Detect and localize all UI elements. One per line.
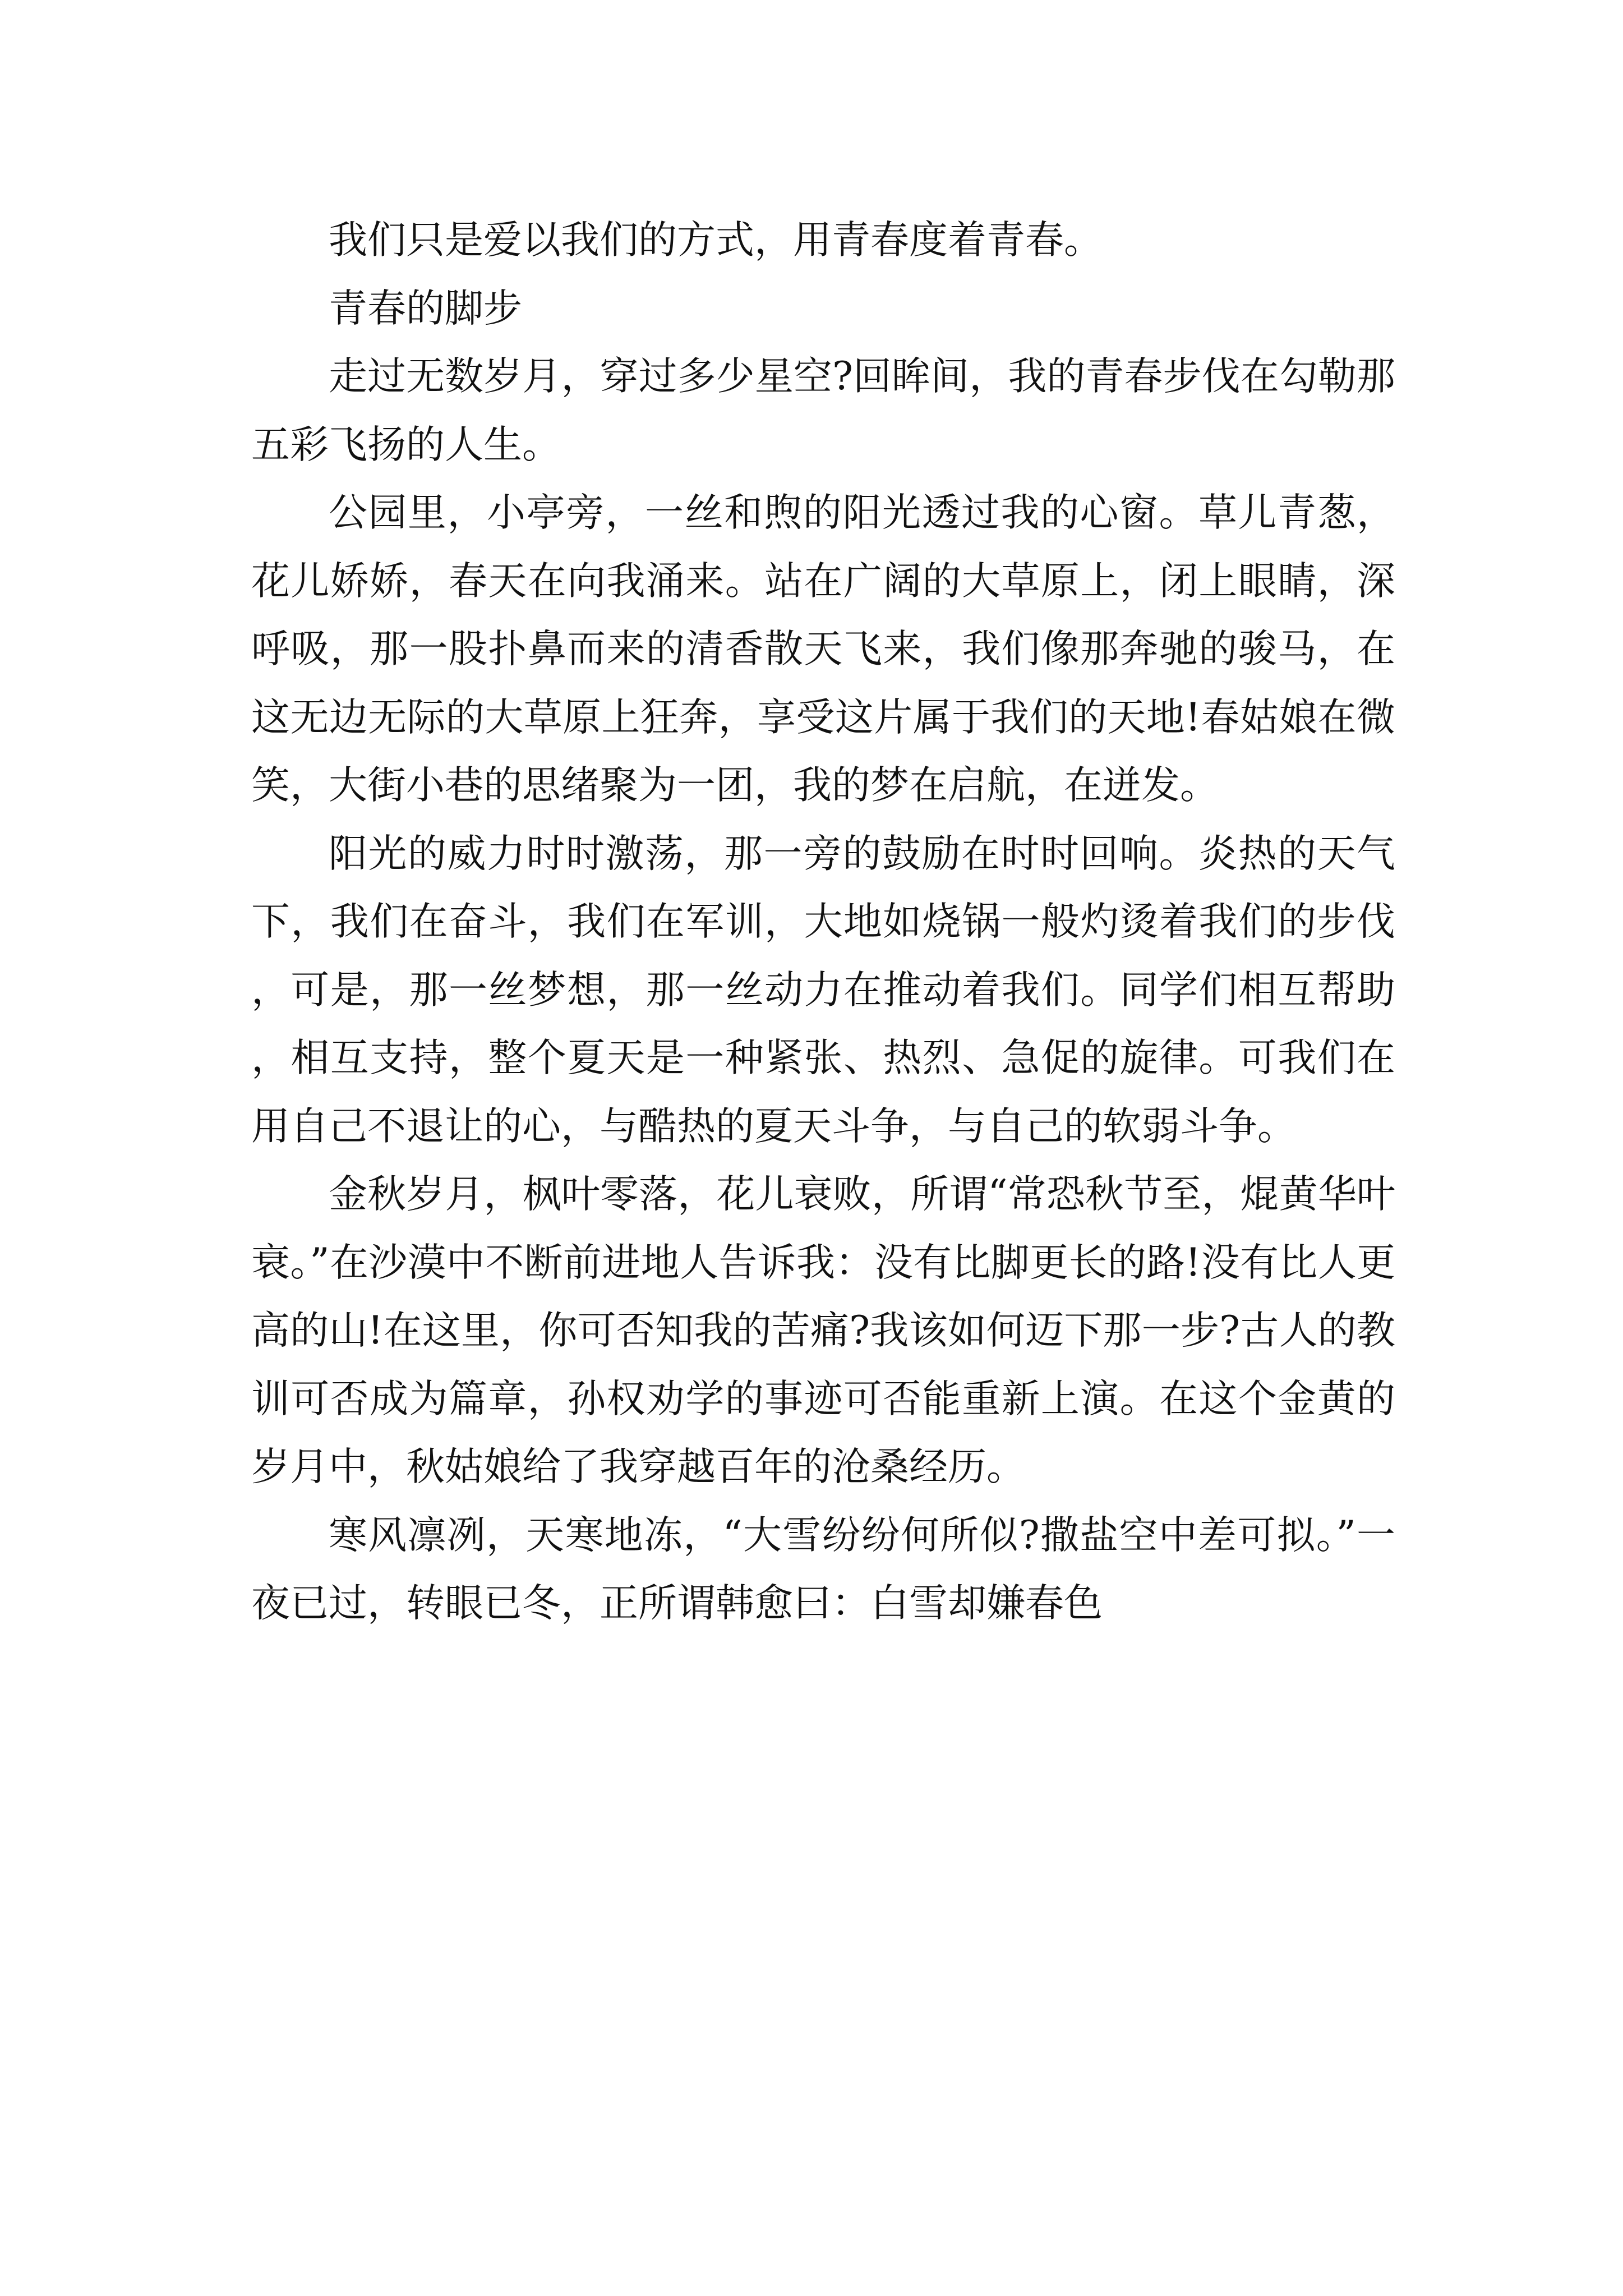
paragraph-3: 公园里，小亭旁，一丝和煦的阳光透过我的心窗。草儿青葱，花儿娇娇，春天在向我涌来。站在广阔的大草原上，闭上眼睛，深呼吸，那一股扑鼻而来的清香散天飞来，我们像那奔驰的骏马，在这无边无际的大草原上狂奔，享受这片属于我们的天地!春姑娘在微笑，大街小巷的思绪聚为一团，我的梦在启航，在迸发。 bbox=[251, 490, 1395, 808]
paragraph-4: 阳光的威力时时激荡，那一旁的鼓励在时时回响。炎热的天气下，我们在奋斗，我们在军训，大地如烧锅一般灼烫着我们的步伐，可是，那一丝梦想，那一丝动力在推动着我们。同学们相互帮助，相互支持，整个夏天是一种紧张、热烈、急促的旋律。可我们在用自己不退让的心，与酷热的夏天斗争，与自己的软弱斗争。 bbox=[251, 831, 1395, 1149]
paragraph-2: 走过无数岁月，穿过多少星空?回眸间，我的青春步伐在勾勒那五彩飞扬的人生。 bbox=[251, 354, 1395, 467]
paragraph-1: 我们只是爱以我们的方式，用青春度着青春。 bbox=[329, 218, 1103, 263]
paragraph-6: 寒风凛冽，天寒地冻，“大雪纷纷何所似?撒盐空中差可拟。”一夜已过，转眼已冬，正所谓韩愈曰：白雪却嫌春色 bbox=[251, 1512, 1395, 1626]
paragraph-5: 金秋岁月，枫叶零落，花儿衰败，所谓“常恐秋节至，焜黄华叶衰。”在沙漠中不断前进地人告诉我：没有比脚更长的路!没有比人更高的山!在这里，你可否知我的苦痛?我该如何迈下那一步?古人的教训可否成为篇章，孙权劝学的事迹可否能重新上演。在这个金黄的岁月中，秋姑娘给了我穿越百年的沧桑经历。 bbox=[251, 1172, 1395, 1489]
section-heading: 青春的脚步 bbox=[329, 286, 522, 331]
document-body bbox=[251, 206, 1395, 1638]
